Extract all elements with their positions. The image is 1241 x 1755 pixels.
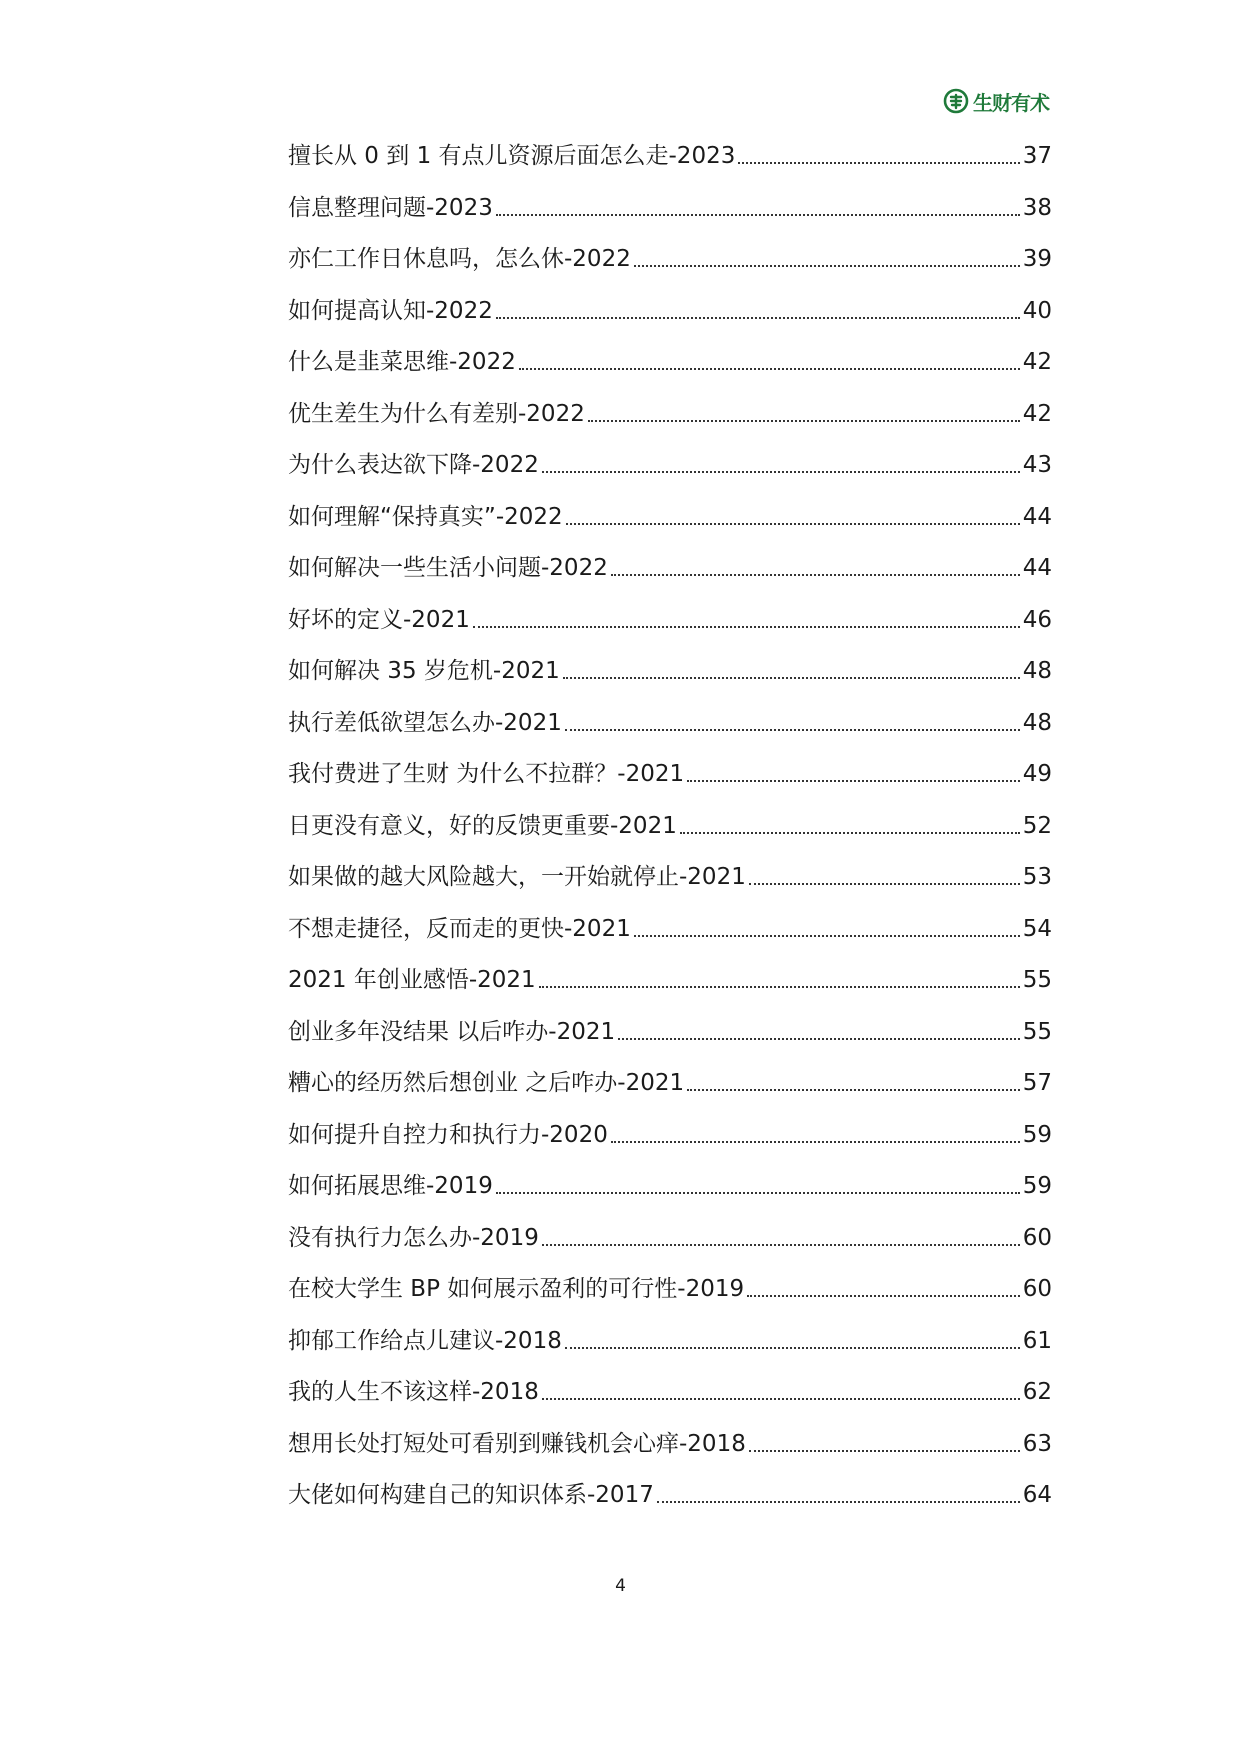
- toc-entry-page: 60: [1022, 1224, 1052, 1251]
- toc-entry-title: 日更没有意义，好的反馈更重要-2021: [288, 812, 677, 839]
- toc-entry-page: 42: [1022, 400, 1052, 427]
- toc-entry[interactable]: [288, 451, 1052, 503]
- toc-entry-page: 37: [1022, 143, 1052, 169]
- toc-entry[interactable]: [288, 1481, 1052, 1533]
- toc-dot-leader: [687, 1069, 1020, 1097]
- toc-entry[interactable]: [288, 1069, 1052, 1121]
- toc-dot-leader: [634, 245, 1020, 273]
- toc-entry-page: 44: [1022, 555, 1052, 581]
- toc-dot-leader: [539, 966, 1020, 994]
- toc-dot-leader: [687, 760, 1020, 788]
- toc-entry-page: 48: [1022, 658, 1052, 684]
- toc-dot-leader: [473, 606, 1020, 634]
- toc-dot-leader: [496, 297, 1020, 325]
- toc-dot-leader: [542, 1378, 1020, 1406]
- toc-dot-leader: [611, 554, 1020, 582]
- toc-entry-page: 54: [1022, 915, 1052, 942]
- toc-entry-title: 我付费进了生财 为什么不拉群？-2021: [288, 761, 685, 787]
- brand-logo-text: 生财有术: [973, 90, 1049, 115]
- toc-entry-page: 46: [1022, 606, 1052, 633]
- toc-entry-page: 48: [1022, 709, 1052, 736]
- toc-dot-leader: [542, 1224, 1020, 1252]
- toc-entry-title: 如何提高认知-2022: [288, 297, 493, 324]
- toc-dot-leader: [738, 142, 1019, 170]
- toc-entry-page: 42: [1022, 349, 1052, 375]
- toc-entry[interactable]: [288, 1327, 1052, 1379]
- toc-entry[interactable]: [288, 142, 1052, 194]
- toc-entry-title: 没有执行力怎么办-2019: [288, 1224, 539, 1251]
- toc-entry-title: 如何解决 35 岁危机-2021: [288, 658, 560, 684]
- toc-dot-leader: [588, 400, 1020, 428]
- toc-entry-title: 为什么表达欲下降-2022: [288, 452, 539, 478]
- toc-entry-page: 63: [1022, 1430, 1052, 1457]
- toc-entry-title: 亦仁工作日休息吗，怎么休-2022: [288, 246, 631, 272]
- toc-entry[interactable]: [288, 1224, 1052, 1276]
- toc-dot-leader: [680, 812, 1020, 840]
- toc-entry[interactable]: [288, 554, 1052, 606]
- toc-entry-title: 我的人生不该这样-2018: [288, 1379, 539, 1405]
- toc-dot-leader: [749, 863, 1020, 891]
- toc-entry-title: 如何拓展思维-2019: [288, 1173, 493, 1199]
- toc-entry[interactable]: [288, 1275, 1052, 1327]
- toc-entry[interactable]: [288, 966, 1052, 1018]
- toc-entry-page: 38: [1022, 194, 1052, 221]
- toc-entry-page: 52: [1022, 812, 1052, 839]
- toc-entry[interactable]: [288, 1018, 1052, 1070]
- toc-dot-leader: [657, 1481, 1020, 1509]
- toc-entry-title: 擅长从 0 到 1 有点儿资源后面怎么走-2023: [288, 143, 736, 169]
- toc-dot-leader: [749, 1430, 1020, 1458]
- toc-entry[interactable]: [288, 1172, 1052, 1224]
- toc-entry-page: 64: [1022, 1482, 1052, 1508]
- toc-entry[interactable]: [288, 709, 1052, 761]
- toc-entry-title: 好坏的定义-2021: [288, 606, 470, 633]
- toc-entry[interactable]: [288, 194, 1052, 246]
- toc-dot-leader: [542, 451, 1020, 479]
- toc-entry-title: 不想走捷径，反而走的更快-2021: [288, 915, 631, 942]
- toc-entry-page: 59: [1022, 1121, 1052, 1148]
- toc-entry-page: 43: [1022, 452, 1052, 478]
- toc-dot-leader: [519, 348, 1020, 376]
- toc-entry-page: 62: [1022, 1379, 1052, 1405]
- toc-dot-leader: [566, 503, 1020, 531]
- toc-entry-title: 优生差生为什么有差别-2022: [288, 400, 585, 427]
- toc-entry-title: 信息整理问题-2023: [288, 194, 493, 221]
- toc-entry[interactable]: [288, 1430, 1052, 1482]
- toc-entry-title: 大佬如何构建自己的知识体系-2017: [288, 1482, 654, 1508]
- toc-entry[interactable]: [288, 1121, 1052, 1173]
- toc-entry[interactable]: [288, 348, 1052, 400]
- toc-entry-title: 如何解决一些生活小问题-2022: [288, 555, 608, 581]
- brand-logo: [943, 86, 1049, 116]
- toc-dot-leader: [565, 1327, 1020, 1355]
- toc-entry-page: 55: [1022, 967, 1052, 993]
- toc-entry[interactable]: [288, 245, 1052, 297]
- toc-entry-title: 如何理解“保持真实”-2022: [288, 503, 563, 530]
- toc-entry[interactable]: [288, 1378, 1052, 1430]
- toc-entry-page: 61: [1022, 1327, 1052, 1354]
- toc-entry-title: 如何提升自控力和执行力-2020: [288, 1121, 608, 1148]
- toc-entry[interactable]: [288, 400, 1052, 452]
- toc-entry-page: 40: [1022, 297, 1052, 324]
- toc-entry-title: 在校大学生 BP 如何展示盈利的可行性-2019: [288, 1276, 745, 1302]
- toc-entry[interactable]: [288, 606, 1052, 658]
- toc-entry[interactable]: [288, 657, 1052, 709]
- toc-entry-title: 执行差低欲望怎么办-2021: [288, 709, 562, 736]
- toc-dot-leader: [747, 1275, 1020, 1303]
- toc-dot-leader: [496, 194, 1020, 222]
- toc-entry[interactable]: [288, 915, 1052, 967]
- toc-entry-page: 60: [1022, 1276, 1052, 1302]
- toc-entry-title: 糟心的经历然后想创业 之后咋办-2021: [288, 1070, 685, 1096]
- toc-entry-page: 44: [1022, 503, 1052, 530]
- toc-entry-title: 2021 年创业感悟-2021: [288, 967, 536, 993]
- brand-logo-icon: [943, 88, 969, 114]
- toc-entry-page: 57: [1022, 1070, 1052, 1096]
- toc-entry-title: 如果做的越大风险越大，一开始就停止-2021: [288, 864, 746, 890]
- toc-entry[interactable]: [288, 503, 1052, 555]
- toc-entry-page: 53: [1022, 864, 1052, 890]
- toc-dot-leader: [618, 1018, 1020, 1046]
- toc-dot-leader: [496, 1172, 1020, 1200]
- toc-entry[interactable]: [288, 297, 1052, 349]
- page-number: 4: [615, 1576, 626, 1596]
- toc-dot-leader: [634, 915, 1020, 943]
- toc-entry[interactable]: [288, 863, 1052, 915]
- toc-entry-title: 创业多年没结果 以后咋办-2021: [288, 1018, 616, 1045]
- toc-dot-leader: [565, 709, 1020, 737]
- toc-entry-page: 59: [1022, 1173, 1052, 1199]
- toc-entry[interactable]: [288, 760, 1052, 812]
- toc-entry-title: 想用长处打短处可看别到赚钱机会心痒-2018: [288, 1430, 746, 1457]
- toc-entry-title: 什么是韭菜思维-2022: [288, 349, 516, 375]
- toc-entry[interactable]: [288, 812, 1052, 864]
- toc-dot-leader: [563, 657, 1020, 685]
- toc-dot-leader: [611, 1121, 1020, 1149]
- toc-entry-title: 抑郁工作给点儿建议-2018: [288, 1327, 562, 1354]
- toc-entry-page: 49: [1022, 761, 1052, 787]
- toc-entry-page: 55: [1022, 1018, 1052, 1045]
- toc-entry-page: 39: [1022, 246, 1052, 272]
- table-of-contents: [288, 142, 1052, 1533]
